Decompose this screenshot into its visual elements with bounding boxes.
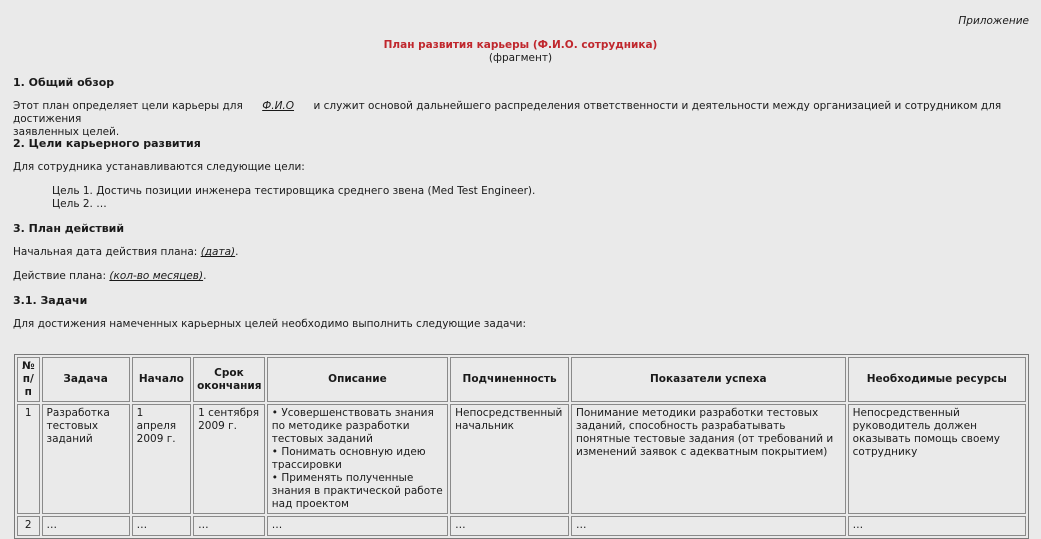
tasks-table — [14, 354, 1029, 539]
description-bullet: • Понимать основную идею трассировки — [271, 446, 426, 471]
cell-indicators: … — [571, 516, 846, 536]
cell-task: … — [42, 516, 130, 536]
table-header-row — [17, 357, 1026, 402]
section-1-heading: 1. Общий обзор — [13, 76, 115, 89]
description-bullet: • Усовершенствовать знания по методике разработки тестовых заданий — [271, 407, 434, 445]
section-3-heading: 3. План действий — [13, 222, 125, 235]
goal-2: Цель 2. … — [52, 198, 107, 210]
header-indicators: Показатели успеха — [571, 357, 846, 402]
plan-start-label: Начальная дата действия плана: — [13, 246, 201, 258]
section-1-text-end: и служит основой дальнейшего распределения ответственности и деятельности между организацией и сотрудником для достижения — [13, 100, 1002, 125]
cell-number: 2 — [17, 516, 40, 536]
section-2-heading: 2. Цели карьерного развития — [13, 137, 201, 150]
header-description: Описание — [267, 357, 448, 402]
header-number — [17, 357, 40, 402]
appendix-label: Приложение — [958, 15, 1029, 27]
section-3-1-heading: 3.1. Задачи — [13, 294, 88, 307]
section-1-text-start: Этот план определяет цели карьеры для — [13, 100, 247, 112]
cell-description: … — [267, 516, 448, 536]
header-subordination: Подчиненность — [450, 357, 569, 402]
header-deadline — [193, 357, 265, 402]
plan-start-date — [13, 246, 238, 259]
goal-1: Цель 1. Достичь позиции инженера тестировщика среднего звена (Med Test Engineer). — [52, 185, 536, 197]
cell-resources: … — [848, 516, 1026, 536]
cell-subordination: Непосредственный начальник — [450, 404, 569, 514]
cell-start: 1 апреля 2009 г. — [132, 404, 191, 514]
table-row — [17, 516, 1026, 536]
header-deadline-line2: окончания — [197, 379, 262, 392]
header-start: Начало — [132, 357, 191, 402]
header-number-line1: № — [21, 360, 35, 372]
cell-start: … — [132, 516, 191, 536]
description-bullet: • Применять полученные знания в практической работе над проектом — [271, 472, 443, 510]
table-row — [17, 404, 1026, 514]
cell-indicators: Понимание методики разработки тестовых заданий, способность разрабатывать понятные тестовые задания (от требований и изменений заявок с адекватным покрытием) — [571, 404, 846, 514]
cell-number: 1 — [17, 404, 40, 514]
plan-start-punct: . — [235, 246, 239, 258]
cell-resources: Непосредственный руководитель должен оказывать помощь своему сотруднику — [848, 404, 1026, 514]
cell-deadline: … — [193, 516, 265, 536]
cell-deadline: 1 сентября 2009 г. — [193, 404, 265, 514]
cell-description — [267, 404, 448, 514]
document-subtitle: (фрагмент) — [488, 52, 553, 64]
section-3-1-intro: Для достижения намеченных карьерных целей необходимо выполнить следующие задачи: — [13, 318, 527, 330]
plan-duration-punct: . — [203, 270, 207, 282]
document-title: План развития карьеры (Ф.И.О. сотрудника) — [383, 39, 658, 51]
fio-placeholder: Ф.И.О — [262, 100, 295, 112]
plan-duration — [13, 270, 206, 283]
plan-start-value: (дата) — [200, 246, 236, 258]
header-task: Задача — [42, 357, 130, 402]
section-1-text — [13, 100, 1041, 139]
header-number-line2: п/п — [22, 373, 34, 398]
title-block — [0, 39, 1041, 65]
plan-duration-value: (кол-во месяцев) — [109, 270, 204, 282]
header-resources: Необходимые ресурсы — [848, 357, 1026, 402]
cell-task: Разработка тестовых заданий — [42, 404, 130, 514]
cell-subordination: … — [450, 516, 569, 536]
section-1-text-line2: заявленных целей. — [13, 126, 120, 138]
section-2-intro: Для сотрудника устанавливаются следующие цели: — [13, 161, 305, 173]
plan-duration-label: Действие плана: — [13, 270, 110, 282]
header-deadline-line1: Срок — [214, 366, 244, 379]
